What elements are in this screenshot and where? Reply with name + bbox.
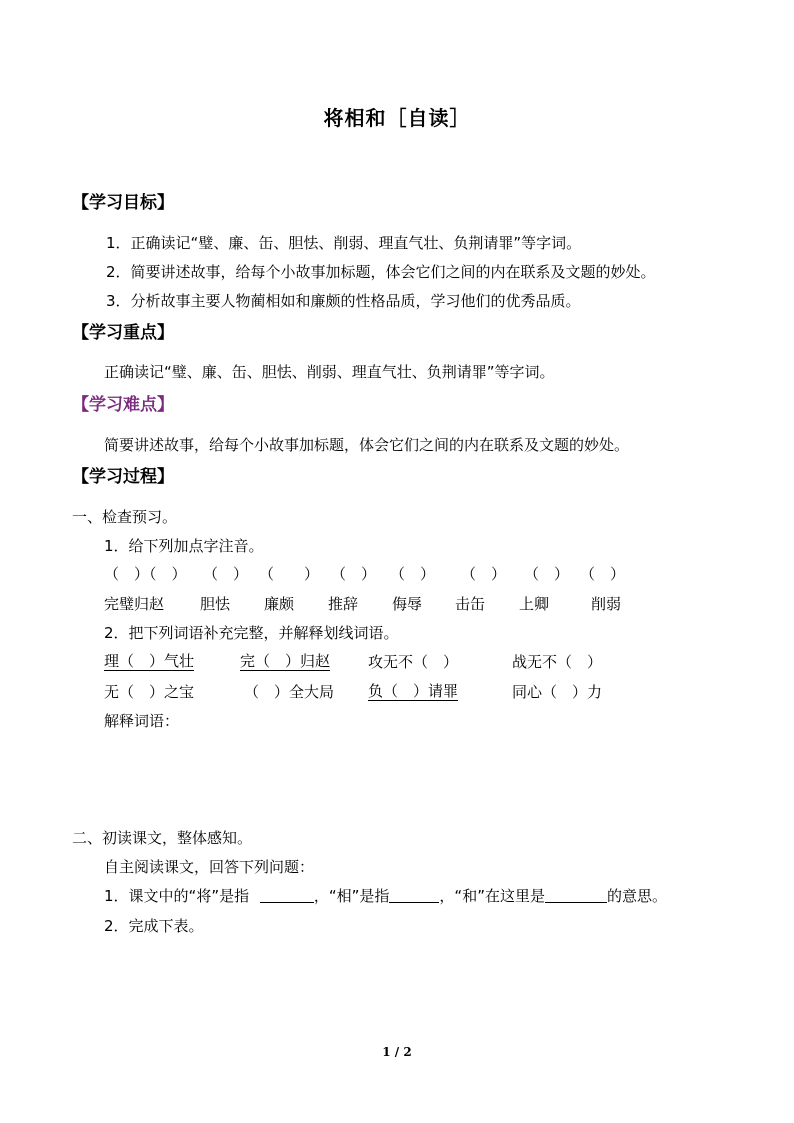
- explain-label: 解释词语：: [104, 712, 180, 730]
- section2-q1: [104, 886, 667, 906]
- goals-heading: 【学习目标】: [72, 193, 174, 213]
- paren-blank: （ ）: [390, 565, 436, 583]
- word-item: 上卿: [519, 595, 550, 613]
- idiom-item: 攻无不（ ）: [368, 653, 459, 671]
- paren-blank: （ ）: [331, 565, 377, 583]
- answer-blank[interactable]: [545, 887, 607, 903]
- section2-q2: 2．完成下表。: [104, 917, 204, 935]
- q1-part: 的意思。: [606, 887, 667, 905]
- q1-part: ，“和”在这里是: [439, 887, 545, 905]
- section2-title: 二、初读课文，整体感知。: [72, 829, 253, 847]
- q1-part: 1．课文中的“将”是指: [104, 887, 250, 905]
- section1-q2: 2．把下列词语补充完整，并解释划线词语。: [104, 624, 399, 642]
- difficulties-heading: 【学习难点】: [72, 395, 174, 415]
- goal-item-3: 3．分析故事主要人物蔺相如和廉颇的性格品质，学习他们的优秀品质。: [106, 292, 581, 310]
- difficulties-text: 简要讲述故事，给每个小故事加标题，体会它们之间的内在联系及文题的妙处。: [104, 436, 630, 454]
- answer-blank[interactable]: [389, 887, 439, 903]
- section1-title: 一、检查预习。: [72, 508, 178, 526]
- process-heading: 【学习过程】: [72, 467, 174, 487]
- paren-blank: （ ）（ ）: [104, 565, 187, 583]
- idiom-underlined: 完（ ）归赵: [240, 652, 331, 670]
- word-item: 侮辱: [392, 595, 423, 613]
- idiom-item: 无（ ）之宝: [104, 683, 195, 701]
- section2-intro: 自主阅读课文，回答下列问题：: [104, 858, 315, 876]
- paren-blank: （ ）: [580, 565, 626, 583]
- word-item: 削弱: [591, 595, 622, 613]
- word-item: 胆怯: [200, 595, 231, 613]
- answer-blank[interactable]: [260, 887, 314, 903]
- word-item: 推辞: [328, 595, 359, 613]
- word-item: 完璧归赵: [104, 595, 165, 613]
- goal-item-1: 1．正确读记“璧、廉、缶、胆怯、削弱、理直气壮、负荆请罪”等字词。: [106, 234, 582, 252]
- page-title: 将相和［自读］: [323, 106, 471, 130]
- idiom-item: 战无不（ ）: [512, 653, 603, 671]
- paren-blank: （ ）: [203, 565, 249, 583]
- key-points-text: 正确读记“璧、廉、缶、胆怯、削弱、理直气壮、负荆请罪”等字词。: [104, 363, 555, 381]
- goal-item-2: 2．简要讲述故事，给每个小故事加标题，体会它们之间的内在联系及文题的妙处。: [106, 263, 656, 281]
- q1-part: ，“相”是指: [313, 887, 390, 905]
- section1-q1: 1．给下列加点字注音。: [104, 537, 264, 555]
- word-item: 廉颇: [264, 595, 295, 613]
- paren-blank: （ ）: [524, 565, 570, 583]
- word-item: 击缶: [455, 595, 486, 613]
- idiom-underlined: 理（ ）气壮: [104, 652, 195, 670]
- page-number: 1 / 2: [382, 1045, 412, 1059]
- paren-blank: （ ）: [461, 565, 507, 583]
- paren-blank: （ ）: [259, 565, 320, 583]
- idiom-underlined: 负（ ）请罪: [368, 682, 459, 700]
- idiom-item: （ ）全大局: [244, 683, 335, 701]
- key-points-heading: 【学习重点】: [72, 323, 174, 343]
- idiom-item: 同心（ ）力: [512, 683, 603, 701]
